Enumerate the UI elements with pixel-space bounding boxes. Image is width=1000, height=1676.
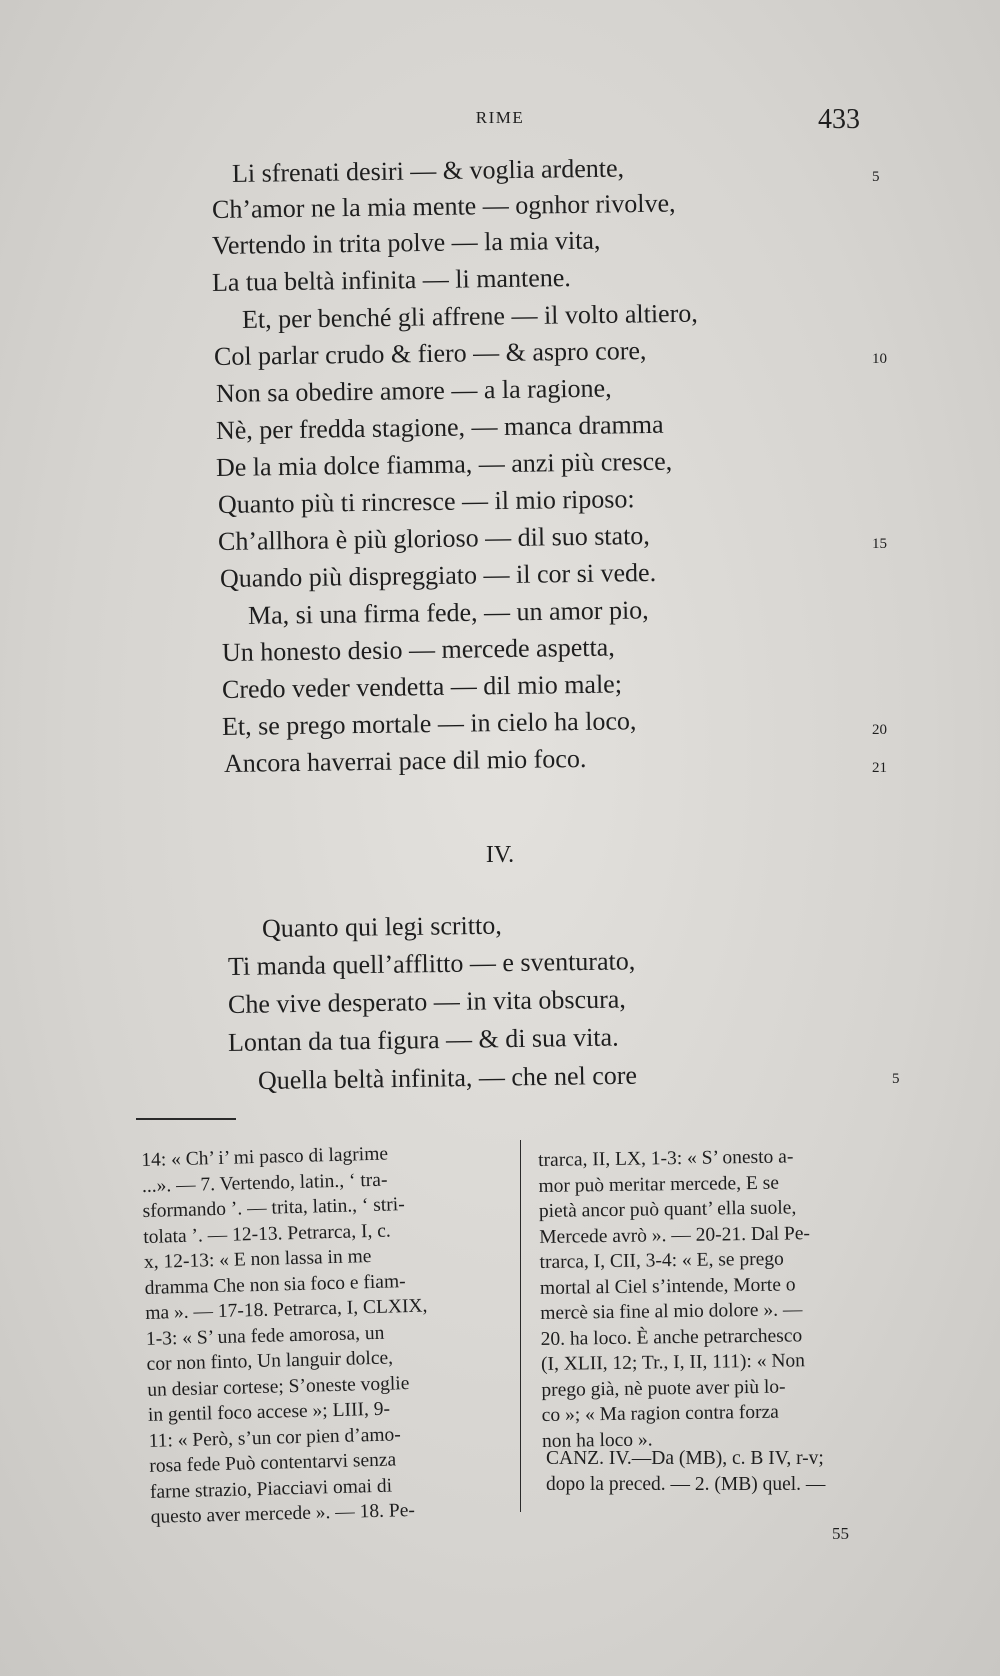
note-line: 20. ha loco. È anche petrarchesco — [540, 1324, 803, 1350]
note-line: Mercede avrò ». — 20-21. Dal Pe- — [539, 1222, 811, 1248]
verse-line: Et, se prego mortale — in cielo ha loco, — [221, 706, 637, 741]
section-number: IV. — [485, 842, 515, 868]
note-line: in gentil foco accese »; LIII, 9- — [147, 1398, 391, 1426]
footnotes-right-column — [538, 1143, 914, 1454]
verse-line: Nè, per fredda stagione, — manca dramma — [215, 409, 664, 445]
verse-line: Quando più dispreggiato — il cor si vede. — [219, 557, 657, 593]
verse-line: Ch’allhora è più glorioso — dil suo stato, — [217, 520, 650, 556]
verse-line: Che vive desperato — in vita obscura, — [227, 984, 627, 1019]
line-number: 15 — [872, 536, 887, 552]
note-line: dramma Che non sia foco e fiam- — [144, 1270, 406, 1299]
verse-line: Li sfrenati desiri — & voglia ardente, — [231, 153, 625, 188]
canzone-source-note — [546, 1446, 926, 1497]
note-line: x, 12-13: « E non lassa in me — [143, 1246, 372, 1273]
note-line: co »; « Ma ragion contra forza — [541, 1401, 780, 1426]
note-line: trarca, I, CII, 3-4: « E, se prego — [539, 1248, 784, 1273]
verse-line: Ch’amor ne la mia mente — ognhor rivolve, — [211, 188, 676, 224]
note-line: trarca, II, LX, 1-3: « S’ onesto a- — [538, 1146, 794, 1171]
verse-line: Ancora haverrai pace dil mio foco. — [223, 743, 587, 778]
verse-line: Non sa obedire amore — a la ragione, — [215, 373, 612, 408]
line-number: 5 — [892, 1071, 900, 1087]
verse-line: Col parlar crudo & fiero — & aspro core, — [213, 335, 647, 371]
note-line: sformando ’. — trita, latin., ‘ stri- — [142, 1194, 405, 1222]
note-line: rosa fede Può contentarvi senza — [149, 1449, 397, 1477]
verse-line: Ma, si una firma fede, — un amor pio, — [247, 595, 649, 630]
note-line: cor non finto, Un languir dolce, — [146, 1347, 394, 1375]
verse-line: Quanto qui legi scritto, — [261, 910, 502, 943]
line-number: 20 — [872, 722, 887, 738]
note-line: pietà ancor può quant’ ella suole, — [538, 1197, 797, 1222]
footnote-rule — [136, 1118, 236, 1120]
verse-line: Un honesto desio — mercede aspetta, — [221, 632, 615, 667]
note-line: ...». — 7. Vertendo, latin., ‘ tra- — [141, 1169, 388, 1197]
note-line: tolata ’. — 12-13. Petrarca, I, c. — [143, 1219, 391, 1248]
verse-line: Et, per benché gli affrene — il volto altiero, — [241, 298, 698, 334]
footnotes-left-column — [141, 1138, 523, 1530]
note-line: 1-3: « S’ una fede amorosa, un — [145, 1322, 385, 1350]
note-line: 11: « Però, s’un cor pien d’amo- — [148, 1423, 402, 1452]
note-line: prego già, nè puote aver più lo- — [541, 1376, 786, 1401]
verse-line: Vertendo in trita polve — la mia vita, — [211, 225, 601, 260]
note-line: dopo la preced. — 2. (MB) quel. — — [546, 1473, 826, 1495]
signature-mark: 55 — [832, 1524, 849, 1543]
note-line: questo aver mercede ». — 18. Pe- — [150, 1499, 416, 1528]
note-line: CANZ. IV.—Da (MB), c. B IV, r-v; — [546, 1448, 824, 1469]
line-number: 5 — [872, 169, 880, 185]
verse-line: La tua beltà infinita — li mantene. — [211, 262, 571, 297]
verse-line: Lontan da tua figura — & di sua vita. — [227, 1022, 619, 1057]
note-line: farne strazio, Piacciavi omai di — [149, 1475, 393, 1503]
note-line: un desiar cortese; S’oneste voglie — [147, 1372, 410, 1401]
note-line: ma ». — 17-18. Petrarca, I, CLXIX, — [145, 1295, 428, 1324]
line-number: 10 — [872, 351, 887, 367]
note-line: mortal al Ciel s’intende, Morte o — [539, 1273, 796, 1299]
verse-line: Ti manda quell’afflitto — e sventurato, — [227, 946, 636, 981]
note-line: 14: « Ch’ i’ mi pasco di lagrime — [141, 1143, 389, 1171]
line-number: 21 — [872, 760, 887, 776]
note-line: mor può meritar mercede, E se — [538, 1172, 780, 1197]
verse-line: Quella beltà infinita, — che nel core — [257, 1060, 638, 1095]
verse-line: Quanto più ti rincresce — il mio riposo: — [217, 484, 635, 519]
note-line: non ha loco ». — [541, 1428, 653, 1452]
verse-line: Credo veder vendetta — dil mio male; — [221, 669, 623, 704]
note-line: (I, XLII, 12; Tr., I, II, 111): « Non — [540, 1350, 806, 1375]
running-header-title: RIME — [475, 108, 525, 127]
verse-line: De la mia dolce fiamma, — anzi più cresce, — [215, 446, 673, 482]
note-line: mercè sia fine al mio dolore ». — — [540, 1299, 803, 1324]
page-number: 433 — [818, 104, 860, 135]
